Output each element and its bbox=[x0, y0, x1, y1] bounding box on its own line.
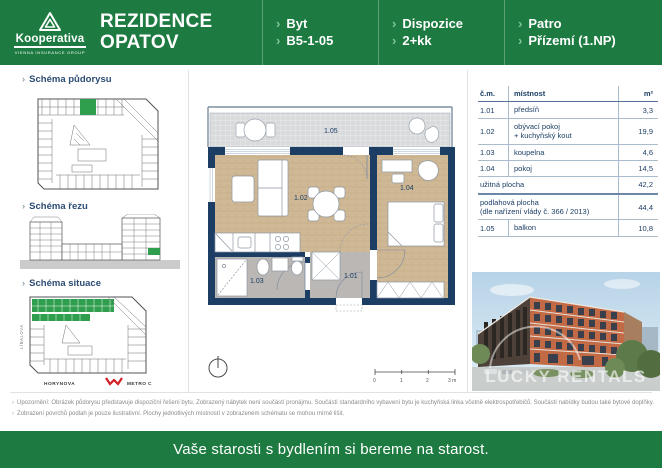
table-row-balcony: 1.05 balkon 10,8 bbox=[478, 220, 658, 236]
schema-rez-title: › Schéma řezu bbox=[22, 201, 88, 212]
hall-closet bbox=[312, 252, 340, 280]
svg-text:3 m: 3 m bbox=[448, 378, 456, 384]
highlight-unit bbox=[148, 248, 160, 255]
room-label-bath: 1.03 bbox=[250, 278, 264, 285]
bedroom-wardrobe bbox=[377, 282, 444, 298]
table-row: 1.03 koupelna 4,6 bbox=[478, 145, 658, 161]
footnote-line: › Upozornění: Obrázek půdorysu představuje dispoziční řešení bytu. Zobrazený nábytek není součástí pronájmu. Součástí standardního vybavení bytu je kuchyňská linka včetně elektrospotřebičů. Součástí nabídky budou také bytové doplňky. bbox=[12, 398, 654, 409]
schema-situace-drawing bbox=[14, 291, 174, 391]
slogan-text: Vaše starosti s bydlením si bereme na starost. bbox=[173, 441, 489, 458]
table-row: 1.01 předsíň 3,3 bbox=[478, 102, 658, 118]
chevron-icon: › bbox=[22, 74, 26, 85]
divider-right-col bbox=[467, 70, 468, 392]
chevron-icon: › bbox=[518, 32, 523, 48]
room-label-living: 1.02 bbox=[294, 195, 308, 202]
header-bar bbox=[0, 0, 662, 65]
kitchen-counter bbox=[215, 233, 300, 252]
scale-bar bbox=[373, 369, 456, 384]
compass-icon bbox=[209, 356, 227, 377]
metro-logo-icon bbox=[106, 378, 122, 384]
chevron-icon: › bbox=[392, 15, 397, 31]
table-summary-floor-area: podlahová plocha (dle nařízení vlády č. 366 / 2013) 44,4 bbox=[478, 195, 658, 221]
table-row: 1.04 pokoj 14,5 bbox=[478, 161, 658, 177]
slogan-bar bbox=[0, 431, 662, 468]
watermark-text: LUCKY RENTALS bbox=[485, 367, 647, 386]
divider-footnotes bbox=[10, 392, 652, 393]
schema-rez-drawing bbox=[18, 214, 183, 276]
schema-pudorys-drawing bbox=[28, 89, 178, 197]
table-header-row: č.m. místnost m² bbox=[478, 86, 658, 102]
room-table bbox=[478, 86, 658, 237]
chevron-icon: › bbox=[276, 15, 281, 31]
page-title: REZIDENCE OPATOV bbox=[100, 11, 213, 53]
header-section-dispozice: › Dispozice › 2+kk bbox=[392, 15, 464, 48]
chevron-icon: › bbox=[12, 410, 14, 417]
header-section-byt: › Byt › B5-1-05 bbox=[276, 15, 334, 48]
street-label-horynova: HORYNOVA bbox=[44, 382, 76, 387]
highlight-units bbox=[32, 314, 90, 321]
schema-pudorys-title: › Schéma půdorysu bbox=[22, 74, 112, 85]
chevron-icon: › bbox=[12, 400, 14, 406]
highlight-unit bbox=[80, 99, 96, 115]
svg-text:1: 1 bbox=[400, 378, 403, 384]
kooperativa-logo bbox=[0, 11, 100, 55]
svg-text:0: 0 bbox=[373, 378, 376, 384]
balcony bbox=[208, 107, 452, 147]
footnotes bbox=[12, 398, 654, 420]
metro-label: METRO C bbox=[127, 382, 152, 387]
schema-situace-title: › Schéma situace bbox=[22, 278, 101, 289]
chevron-icon: › bbox=[276, 32, 281, 48]
chevron-icon: › bbox=[22, 201, 26, 212]
building-photo bbox=[472, 272, 660, 391]
table-summary-usable: užitná plocha 42,2 bbox=[478, 177, 658, 194]
footnote-line: › Zobrazení povrchů podlah je pouze ilustrativní. Plochy jednotlivých místností v zobrazeném schématu se mohou mírně lišit. bbox=[12, 409, 654, 420]
chevron-icon: › bbox=[22, 278, 26, 289]
chevron-icon: › bbox=[518, 15, 523, 31]
chevron-icon: › bbox=[392, 32, 397, 48]
table-row: 1.02 obývací pokoj + kuchyňský kout 19,9 bbox=[478, 119, 658, 145]
divider-sidebar bbox=[188, 70, 189, 392]
floorplan bbox=[200, 100, 456, 390]
room-label-balcony: 1.05 bbox=[324, 128, 338, 135]
street-label-libalova: LÍBALOVA bbox=[19, 324, 24, 349]
kooperativa-triangle-icon bbox=[38, 11, 62, 33]
highlight-units bbox=[32, 299, 114, 312]
room-label-bedroom: 1.04 bbox=[400, 185, 414, 192]
room-label-hall: 1.01 bbox=[344, 273, 358, 280]
svg-text:2: 2 bbox=[426, 378, 429, 384]
logo-brand: Kooperativa bbox=[14, 33, 87, 48]
logo-group: VIENNA INSURANCE GROUP bbox=[14, 49, 86, 55]
header-section-patro: › Patro › Přízemí (1.NP) bbox=[518, 15, 616, 48]
